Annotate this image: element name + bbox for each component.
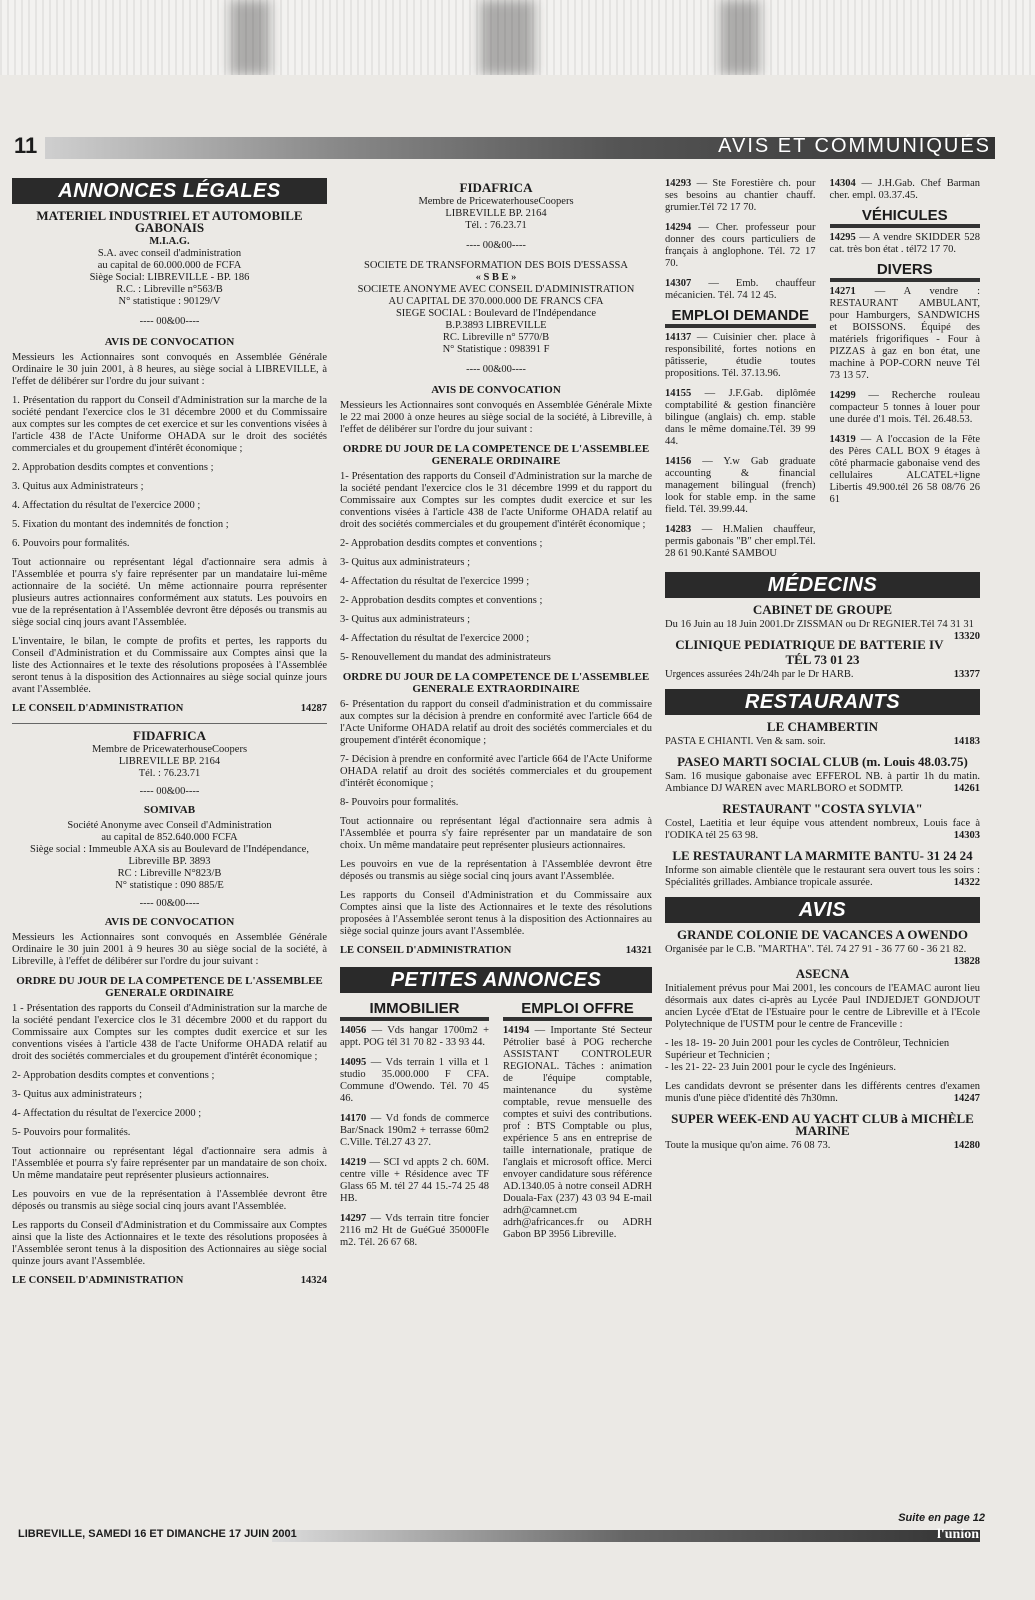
listing-title: LE RESTAURANT LA MARMITE BANTU- 31 24 24 — [672, 848, 973, 863]
listing-body: Initialement prévus pour Mai 2001, les concours de l'EAMAC auront lieu désormais aux dates ci-après au Lycée Paul INDJEDJET GONDJOUT ancien Lycée d'Etat de l'Estuaire pour le centre de Libreville et à l'Ecole Polytechnique de l'USTM pour le centre de Franceville : — [665, 983, 980, 1030]
listing-title: SUPER WEEK-END AU YACHT CLUB à MICHÈLE MARINE — [671, 1111, 974, 1138]
ad-text: — Vds hangar 1700m2 + appt. POG tél 31 70 82 - 33 93 44. — [340, 1025, 490, 1048]
notice-intro: Messieurs les Actionnaires sont convoqués en Assemblée Générale Mixte le 22 mai 2000 à onze heures au siège social de la société, à Libreville, à l'effet de délibérer sur l'ordre du jour suivant : — [340, 400, 652, 435]
classified-ad — [665, 456, 816, 516]
notice-paragraph: Tout actionnaire ou représentant légal d'actionnaire sera admis à l'Assemblée et pourra s'y faire représenter par un mandataire lui-même actionnaire de la société. Un même actionnaire pourra représenter plusieurs autres actionnaires conformément aux statuts. Les pouvoirs en vue de la représentation à l'Assemblée devront être déposés ou transmis au siège social cinq jours avant l'Assemblée. — [12, 557, 327, 628]
ad-ref: 14183 — [953, 736, 980, 747]
agenda-item: 4- Affectation du résultat de l'exercice 2000 ; — [340, 633, 530, 644]
ad-text: — A vendre : RESTAURANT AMBULANT, pour Hamburgers, SANDWICHS et BOISSONS. Équipé des matériels frigorifiques - Four à PIZZAS à gaz en bon état, une machine à POP-CORN neuve Tél 73 13 57. — [829, 286, 980, 381]
ad-ref: 14324 — [300, 1275, 327, 1286]
ad-ref: 14137 — [665, 332, 692, 343]
classified-ad — [340, 1213, 489, 1249]
ad-ref: 14056 — [340, 1025, 367, 1036]
ad-ref: 14303 — [953, 830, 980, 841]
agenda-item: 2- Approbation desdits comptes et conventions ; — [340, 538, 543, 549]
continued-note: Suite en page 12 — [898, 1512, 985, 1524]
agenda-item: 1- Présentation des rapports du Conseil d'Administration sur la marche de la société pendant l'exercice clos le 31 décembre 1999 et du rapport du Commissaire aux Comptes sur les comptes dudit exercice et sur les conventions visées à l'article 438 de l'acte Uniforme OHADA relatif au droit des sociétés commerciales et du groupement d'intérêt économique ; — [340, 471, 652, 530]
ad-ref: 14293 — [665, 178, 692, 189]
classified-ad — [665, 222, 816, 270]
listing-body: Informe son aimable clientèle que le restaurant sera ouvert tous les soirs : Spécialités grillades. Ambiance tropicale assurée. — [665, 865, 980, 888]
ad-ref: 13320 — [953, 631, 980, 642]
ad-ref: 14319 — [829, 434, 856, 445]
notice-somivab — [12, 730, 327, 1287]
ad-ref: 14261 — [953, 783, 980, 794]
company-line: RC : Libreville N°823/B — [117, 868, 222, 879]
signature: LE CONSEIL D'ADMINISTRATION — [12, 1275, 184, 1286]
ad-ref: 13377 — [953, 669, 980, 680]
agenda-item: 2. Approbation desdits comptes et conventions ; — [12, 462, 214, 473]
company-abbr: M.I.A.G. — [149, 236, 190, 247]
separator: ---- 00&00---- — [466, 240, 526, 251]
classifieds-right — [830, 178, 981, 568]
listing-body: Organisée par le C.B. "MARTHA". Tél. 74 27 91 - 36 77 60 - 36 21 82. — [665, 944, 967, 955]
listing-text — [665, 771, 980, 795]
company-line: SOCIETE ANONYME AVEC CONSEIL D'ADMINISTRATION — [357, 284, 635, 295]
newspaper-brand: l'union — [936, 1527, 979, 1542]
agenda-item: 5. Fixation du montant des indemnités de fonction ; — [12, 519, 229, 530]
company-line: N° Statistique : 098391 F — [442, 344, 550, 355]
ad-text: — Importante Sté Secteur Pétrolier basé à POG recherche ASSISTANT CONTROLEUR REGIONAL. Tâches : animation de l'équipe comptable, maintenance du système comptable, revue mensuelle des comptes et suivi des contributions. prof : BTS Comptable ou plus, expérience 5 ans en entreprise de taille internationale, pratique de l'anglais et microsoft office. Merci envoyer candidature sous référence AD.1340.05 à notre conseil ADRH Douala-Fax (237) 43 03 94 E-mail adrh@camnet.cm adrh@africances.fr ou ADRH Gabon BP 3956 Libreville. — [503, 1025, 653, 1240]
notice-paragraph: Tout actionnaire ou représentant légal d'actionnaire sera admis à l'Assemblée et pourra s'y faire représenter par un mandataire de son choix. Un même mandataire peut représenter plusieurs actionnaires. — [12, 1146, 327, 1181]
firm-name: FIDAFRICA — [459, 180, 533, 195]
agenda-item: 2- Approbation desdits comptes et conventions ; — [12, 1070, 215, 1081]
agenda-item: 3. Quitus aux Administrateurs ; — [12, 481, 144, 492]
ad-ref: 14095 — [340, 1057, 367, 1068]
listing-title: PASEO MARTI SOCIAL CLUB (m. Louis 48.03.75) — [677, 754, 968, 769]
listing-body: PASTA E CHIANTI. Ven & sam. soir. — [665, 736, 826, 747]
listing-text — [665, 944, 980, 967]
agenda-title: ORDRE DU JOUR DE LA COMPETENCE DE L'ASSEMBLEE GENERALE ORDINAIRE — [342, 443, 650, 467]
company-line: au capital de 60.000.000 de FCFA — [97, 260, 242, 271]
listing-text — [665, 818, 980, 842]
separator: ---- 00&00---- — [139, 316, 200, 327]
ad-ref: 14271 — [829, 286, 856, 297]
agenda-item: 6. Pouvoirs pour formalités. — [12, 538, 130, 549]
ad-ref: 14280 — [953, 1140, 980, 1151]
firm-line: Tél. : 76.23.71 — [465, 220, 527, 231]
notice-intro: Messieurs les Actionnaires sont convoqués en Assemblée Générale Ordinaire le 30 juin 2001, à 8 heures, au siège social à LIBREVILLE, à l'effet de délibérer sur l'ordre du jour suivant : — [12, 352, 327, 387]
classified-ad — [340, 1113, 489, 1149]
separator: ---- 00&00---- — [139, 786, 200, 797]
rubric-petites-annonces: PETITES ANNONCES — [340, 967, 652, 993]
company-line: S.A. avec conseil d'administration — [97, 248, 242, 259]
rubric-restaurants: RESTAURANTS — [665, 689, 980, 715]
company-name: MATERIEL INDUSTRIEL ET AUTOMOBILE GABONAIS — [36, 208, 303, 235]
agenda-title: ORDRE DU JOUR DE LA COMPETENCE DE L'ASSEMBLEE GENERALE EXTRAORDINAIRE — [342, 671, 650, 695]
agenda-item: 7- Décision à prendre en conformité avec l'article 664 de l'Acte Uniforme OHADA relatif au droit des sociétés commerciales et du groupement d'intérêt économique ; — [340, 754, 652, 789]
company-line: R.C. : Libreville n°563/B — [116, 284, 223, 295]
agenda-item: 4- Affectation du résultat de l'exercice 2000 ; — [12, 1108, 202, 1119]
ad-text: — Emb. chauffeur mécanicien. Tél. 74 12 45. — [665, 278, 816, 301]
ad-text: — SCI vd appts 2 ch. 60M. centre ville + Résidence avec TF Glass 65 M. tél 27 44 15.-74 25 48 HB. — [340, 1157, 490, 1204]
firm-line: LIBREVILLE BP. 2164 — [118, 756, 221, 767]
classifieds-subcolumns — [340, 999, 652, 1257]
immobilier-section — [340, 999, 489, 1257]
listing-body: - les 21- 22- 23 Juin 2001 pour le cycle des Ingénieurs. — [665, 1062, 896, 1073]
listing-body: Les candidats devront se présenter dans les différents centres d'examen munis d'une pièce d'identité dès 7h30mn. — [665, 1081, 980, 1104]
signature: LE CONSEIL D'ADMINISTRATION — [340, 945, 512, 956]
classified-ad — [665, 524, 816, 560]
company-line: RC. Libreville n° 5770/B — [442, 332, 550, 343]
notice-heading: AVIS DE CONVOCATION — [104, 336, 235, 348]
classifieds-top — [665, 178, 980, 568]
rubric-avis: AVIS — [665, 897, 980, 923]
company-line: Siège social : Immeuble AXA sis au Boulevard de l'Indépendance, Libreville BP. 3893 — [30, 844, 309, 867]
company-line: SIEGE SOCIAL : Boulevard de l'Indépendance — [395, 308, 597, 319]
column-sbe-notice — [340, 178, 652, 1257]
notice-miag — [12, 210, 327, 715]
listing-text — [665, 1140, 980, 1152]
listing-text — [665, 1081, 980, 1105]
firm-line: LIBREVILLE BP. 2164 — [445, 208, 547, 219]
ad-ref: 14287 — [300, 703, 327, 714]
listing-text — [665, 669, 980, 681]
ad-text: — J.H.Gab. Chef Barman cher. empl. 03.37.45. — [829, 178, 980, 201]
ad-text: — A vendre SKIDDER 528 cat. très bon état . tél72 17 70. — [829, 232, 980, 255]
classified-ad — [830, 178, 981, 202]
scan-stain — [480, 0, 535, 75]
ad-text: — Y.w Gab graduate accounting & financial management bilingual (french) look for stable emp. in the same field. Tél. 39.99.44. — [665, 456, 816, 515]
listing-subtitle: TÉL 73 01 23 — [785, 652, 860, 667]
agenda-item: 3- Quitus aux administrateurs ; — [12, 1089, 143, 1100]
classified-ad — [665, 278, 816, 302]
newspaper-page — [0, 75, 1035, 1600]
listing-body: Toute la musique qu'on aime. 76 08 73. — [665, 1140, 831, 1151]
column-legal-notices — [12, 178, 327, 1295]
notice-paragraph: Les pouvoirs en vue de la représentation à l'Assemblée devront être déposés ou transmis au siège social cinq jours avant l'Assemblée. — [12, 1189, 327, 1212]
dateline: LIBREVILLE, SAMEDI 16 ET DIMANCHE 17 JUIN 2001 — [18, 1528, 297, 1540]
company-line: AU CAPITAL DE 370.000.000 DE FRANCS CFA — [388, 296, 604, 307]
ad-text: — Cher. professeur pour donner des cours particuliers de français à anglophone. Tél. 72 17 70. — [665, 222, 816, 269]
ad-ref: 14155 — [665, 388, 692, 399]
classified-ad — [665, 178, 816, 214]
emploi-demande-heading: EMPLOI DEMANDE — [665, 310, 816, 328]
company-line: Siège Social: LIBREVILLE - BP. 186 — [89, 272, 250, 283]
page-number: 11 — [14, 133, 38, 158]
firm-line: Membre de PricewaterhouseCoopers — [91, 744, 248, 755]
classified-ad — [503, 1025, 652, 1241]
emploi-offre-heading: EMPLOI OFFRE — [503, 1003, 652, 1021]
classified-ad — [665, 332, 816, 380]
rubric-annonces-legales: ANNONCES LÉGALES — [12, 178, 327, 204]
signature-line — [340, 945, 652, 957]
agenda-item: 2- Approbation desdits comptes et conventions ; — [340, 595, 543, 606]
notice-paragraph: L'inventaire, le bilan, le compte de profits et pertes, les rapports du Conseil d'Administration et du Commissaire aux Comptes ainsi que la liste des Actionnaires et le texte des résolutions proposées à l'Assemblée seront tenus à la disposition des Actionnaires au siège social quinze jours avant l'Assemblée. — [12, 636, 327, 695]
ad-ref: 14294 — [665, 222, 692, 233]
notice-paragraph: Les rapports du Conseil d'Administration et du Commissaire aux Comptes ainsi que la liste des Actionnaires et le texte des résolutions proposées à l'Assemblée seront tenus à la disposition des Actionnaires au siège social quinze jours avant l'Assemblée. — [340, 890, 652, 937]
vehicules-heading: VÉHICULES — [830, 210, 981, 228]
listing-text — [665, 865, 980, 889]
signature-line — [12, 703, 327, 715]
listing-title: RESTAURANT "COSTA SYLVIA" — [722, 801, 923, 816]
ad-ref: 14299 — [829, 390, 856, 401]
company-name: SOMIVAB — [143, 804, 196, 816]
ad-text: — A l'occasion de la Fête des Pères CALL BOX 9 étages à côté pharmacie gabonaise vend des cellulaires ALCATEL+ligne Libertis 49.900.tél 26 58 08/76 26 61 — [829, 434, 980, 505]
listing-body: - les 18- 19- 20 Juin 2001 pour les cycles de Contrôleur, Technicien Supérieur et Technicien ; — [665, 1038, 950, 1061]
listing-text — [665, 619, 980, 642]
ad-ref: 14322 — [953, 877, 980, 888]
divider — [12, 723, 327, 724]
company-line: au capital de 852.640.000 FCFA — [101, 832, 238, 843]
notice-heading: AVIS DE CONVOCATION — [431, 384, 561, 396]
firm-name: FIDAFRICA — [133, 728, 206, 743]
ad-text: — Ste Forestière ch. pour ses besoins au chantier chauff. grumier.Tél 72 17 70. — [665, 178, 816, 213]
section-title: AVIS ET COMMUNIQUÉS — [718, 135, 991, 157]
ad-ref: 14170 — [340, 1113, 367, 1124]
ad-ref: 14247 — [953, 1093, 980, 1104]
separator: ---- 00&00---- — [466, 364, 526, 375]
signature: LE CONSEIL D'ADMINISTRATION — [12, 703, 184, 714]
agenda-item: 6- Présentation du rapport du conseil d'administration et du commissaire aux comptes sur la décision à prendre en conformité avec l'article 664 de l'Acte Uniforme OHADA relatif au droit des sociétés commerciales et du groupement d'intérêt économique ; — [340, 699, 652, 746]
classified-ad — [830, 434, 981, 506]
firm-line: Tél. : 76.23.71 — [138, 768, 201, 779]
ad-ref: 14295 — [829, 232, 856, 243]
ad-text: — J.F.Gab. diplômée comptabilité & gestion financière bilingue (anglais) ch. emp. stable dans le même domaine.Tél. 39 99 44. — [665, 388, 816, 447]
listing-text — [665, 736, 980, 748]
signature-line — [12, 1275, 327, 1287]
ad-ref: 14321 — [625, 945, 652, 956]
agenda-item: 4. Affectation du résultat de l'exercice 2000 ; — [12, 500, 201, 511]
immobilier-heading: IMMOBILIER — [340, 1003, 489, 1021]
agenda-title: ORDRE DU JOUR DE LA COMPETENCE DE L'ASSEMBLEE GENERALE ORDINAIRE — [16, 975, 323, 999]
listing-body: Urgences assurées 24h/24h par le Dr HARB. — [665, 669, 854, 680]
listing-body: Sam. 16 musique gabonaise avec EFFEROL NB. à partir 1h du matin. Ambiance DJ WAREN avec MARLBORO et SODMTP. — [665, 771, 980, 794]
ad-text: — Vd fonds de commerce Bar/Snack 190m2 + terrasse 60m2 C.Ville. Tél.27 43 27. — [340, 1113, 490, 1148]
ad-text: — H.Malien chauffeur, permis gabonais "B" cher empl.Tél. 28 61 90.Kanté SAMBOU — [665, 524, 816, 559]
agenda-item: 3- Quitus aux administrateurs ; — [340, 614, 471, 625]
footer-bar — [272, 1530, 980, 1542]
agenda-item: 1 - Présentation des rapports du Conseil d'Administration sur la marche de la société pendant l'exercice clos le 31 décembre 2000 et du rapport du Commissaire aux Comptes sur les comptes dudit exercice et sur les conventions visées à l'article 438 de l'acte Uniforme OHADA relatif au droit des sociétés commerciales et du groupement d'intérêt économique ; — [12, 1003, 327, 1062]
divers-heading: DIVERS — [830, 264, 981, 282]
agenda-item: 5- Pouvoirs pour formalités. — [12, 1127, 131, 1138]
listing-title: CABINET DE GROUPE — [752, 602, 893, 617]
listing-title: LE CHAMBERTIN — [766, 719, 879, 734]
company-line: N° statistique : 90129/V — [118, 296, 221, 307]
listing-title: CLINIQUE PEDIATRIQUE DE BATTERIE IV — [675, 637, 944, 652]
ad-ref: 14194 — [503, 1025, 530, 1036]
classifieds-left — [665, 178, 816, 568]
ad-text: — Cuisinier cher. place à responsibilité, fortes notions en pâtisserie, étudie toutes propositions. Tél. 37.13.96. — [665, 332, 816, 379]
ad-ref: 14219 — [340, 1157, 367, 1168]
classified-ad — [340, 1057, 489, 1105]
ad-ref: 14297 — [340, 1213, 367, 1224]
agenda-item: 1. Présentation du rapport du Conseil d'Administration sur la marche de la société pendant l'exercice clos le 31 décembre 2000 et du Commissaire aux comptes sur les comptes de cet exercice et sur les conventions visées à l'article 438 de l'Acte Uniforme OHADA sur le droit des sociétés commerciales et du groupement d'intérêt économique ; — [12, 395, 327, 454]
classified-ad — [340, 1025, 489, 1049]
listing-body: Costel, Laetitia et leur équipe vous attendent nombreux, Louis face à l'ODIKA tél 25 63 98. — [665, 818, 980, 841]
ad-ref: 14304 — [829, 178, 856, 189]
listing-title: ASECNA — [795, 966, 850, 981]
listing-title: GRANDE COLONIE DE VACANCES A OWENDO — [677, 927, 968, 942]
ad-text: — Vds terrain 1 villa et 1 studio 35.000.000 F CFA. Commune d'Owendo. Tél. 70 45 46. — [340, 1057, 489, 1104]
ad-ref: 13828 — [953, 956, 980, 967]
notice-heading: AVIS DE CONVOCATION — [104, 916, 235, 928]
agenda-item: 8- Pouvoirs pour formalités. — [340, 797, 459, 808]
company-line: B.P.3893 LIBREVILLE — [445, 320, 547, 331]
scan-stain — [230, 0, 270, 75]
company-line: Société Anonyme avec Conseil d'Administration — [67, 820, 272, 831]
ad-text: — Recherche rouleau compacteur 5 tonnes à louer pour une durée d'1 mois. Tél. 26.48.53. — [829, 390, 980, 425]
notice-paragraph: Les pouvoirs en vue de la représentation à l'Assemblée devront être déposés ou transmis au siège social cinq jours avant l'Assemblée. — [340, 859, 652, 882]
notice-paragraph: Les rapports du Conseil d'Administration et du Commissaire aux Comptes ainsi que la liste des Actionnaires et le texte des résolutions proposées à l'Assemblée seront tenus à la disposition des Actionnaires au siège social quinze jours avant l'Assemblée. — [12, 1220, 327, 1267]
ad-text: — Vds terrain titre foncier 2116 m2 Ht de GuéGué 35000Fle m2. Tél. 26 67 68. — [340, 1213, 489, 1248]
company-line: « S B E » — [475, 272, 517, 283]
company-line: SOCIETE DE TRANSFORMATION DES BOIS D'ESSASSA — [364, 260, 628, 271]
column-classifieds — [665, 178, 980, 1160]
classified-ad — [830, 390, 981, 426]
ad-ref: 14156 — [665, 456, 692, 467]
ad-ref: 14283 — [665, 524, 692, 535]
agenda-item: 5- Renouvellement du mandat des administrateurs — [340, 652, 551, 663]
company-line: N° statistique : 090 885/E — [115, 880, 224, 891]
agenda-item: 3- Quitus aux administrateurs ; — [340, 557, 471, 568]
notice-paragraph: Tout actionnaire ou représentant légal d'actionnaire sera admis à l'Assemblée et pourra s'y faire représenter par un mandataire de son choix. Un même mandataire peut représenter plusieurs actionnaires. — [340, 816, 652, 851]
separator: ---- 00&00---- — [139, 898, 200, 909]
rubric-medecins: MÉDECINS — [665, 572, 980, 598]
ad-ref: 14307 — [665, 278, 692, 289]
firm-line: Membre de PricewaterhouseCoopers — [418, 196, 574, 207]
classified-ad — [830, 232, 981, 256]
notice-intro: Messieurs les Actionnaires sont convoqués en Assemblée Générale Ordinaire le 30 juin 2001 à 9 heures 30 au siège social de la société, à Libreville, à l'effet de délibérer sur l'ordre du jour suivant : — [12, 932, 327, 967]
classified-ad — [340, 1157, 489, 1205]
classified-ad — [830, 286, 981, 382]
scan-stain — [720, 0, 760, 75]
agenda-item: 4- Affectation du résultat de l'exercice 1999 ; — [340, 576, 530, 587]
listing-body: Du 16 Juin au 18 Juin 2001.Dr ZISSMAN ou Dr REGNIER.Tél 74 31 31 — [665, 619, 974, 630]
classified-ad — [665, 388, 816, 448]
emploi-offre-section — [503, 999, 652, 1257]
